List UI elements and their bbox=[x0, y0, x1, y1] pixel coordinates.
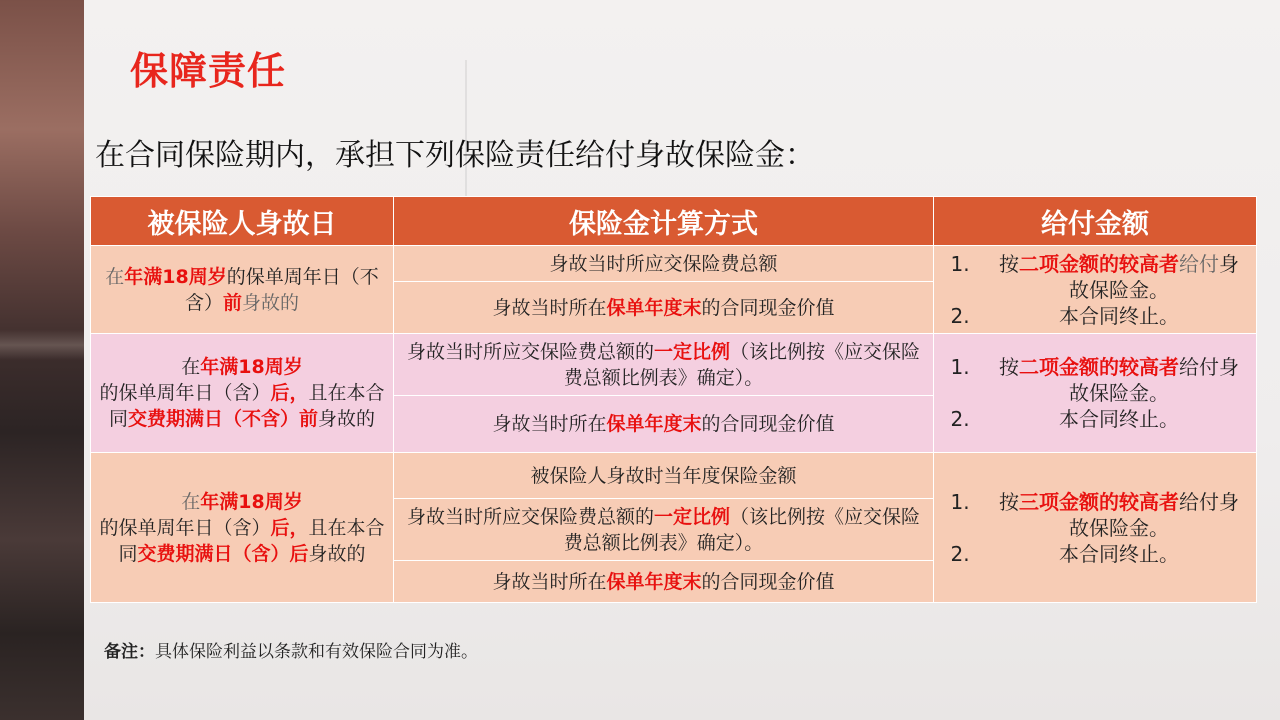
condition-cell: 在年满18周岁的保单周年日（含）后，且在本合同交费期满日（含）后身故的 bbox=[91, 453, 394, 603]
coverage-table bbox=[90, 196, 1257, 603]
footnote bbox=[104, 637, 478, 662]
header-calc-method: 保险金计算方式 bbox=[394, 197, 934, 246]
method-cell: 身故当时所在保单年度末的合同现金价值 bbox=[394, 282, 934, 334]
payout-item: 1. 按二项金额的较高者给付身故保险金。 bbox=[976, 251, 1248, 303]
method-cell: 身故当时所应交保险费总额 bbox=[394, 246, 934, 282]
table-row bbox=[91, 246, 1257, 282]
payout-item: 1. 按二项金额的较高者给付身故保险金。 bbox=[976, 354, 1248, 406]
table-row bbox=[91, 334, 1257, 396]
payout-item: 2. 本合同终止。 bbox=[976, 541, 1248, 567]
page-title: 保障责任 bbox=[130, 49, 287, 93]
table-row bbox=[91, 453, 1257, 499]
payout-item: 2. 本合同终止。 bbox=[976, 406, 1248, 432]
payout-list bbox=[942, 354, 1248, 432]
condition-cell: 在年满18周岁的保单周年日（不含）前身故的 bbox=[91, 246, 394, 334]
payout-list bbox=[942, 251, 1248, 329]
payout-item: 1. 按三项金额的较高者给付身故保险金。 bbox=[976, 489, 1248, 541]
payout-list bbox=[942, 489, 1248, 567]
background-photo-strip bbox=[0, 0, 84, 720]
condition-cell: 在年满18周岁的保单周年日（含）后，且在本合同交费期满日（不含）前身故的 bbox=[91, 334, 394, 453]
method-cell: 身故当时所在保单年度末的合同现金价值 bbox=[394, 561, 934, 603]
header-death-date: 被保险人身故日 bbox=[91, 197, 394, 246]
footnote-label: 备注： bbox=[104, 642, 155, 662]
payout-item: 2. 本合同终止。 bbox=[976, 303, 1248, 329]
table-header-row bbox=[91, 197, 1257, 246]
payout-cell bbox=[934, 246, 1257, 334]
method-cell: 身故当时所应交保险费总额的一定比例（该比例按《应交保险费总额比例表》确定）。 bbox=[394, 334, 934, 396]
payout-cell bbox=[934, 334, 1257, 453]
method-cell: 身故当时所在保单年度末的合同现金价值 bbox=[394, 396, 934, 453]
method-cell: 身故当时所应交保险费总额的一定比例（该比例按《应交保险费总额比例表》确定）。 bbox=[394, 499, 934, 561]
header-payout-amount: 给付金额 bbox=[934, 197, 1257, 246]
footnote-text: 具体保险利益以条款和有效保险合同为准。 bbox=[155, 642, 478, 662]
payout-cell bbox=[934, 453, 1257, 603]
method-cell: 被保险人身故时当年度保险金额 bbox=[394, 453, 934, 499]
intro-text: 在合同保险期内，承担下列保险责任给付身故保险金： bbox=[95, 138, 815, 173]
